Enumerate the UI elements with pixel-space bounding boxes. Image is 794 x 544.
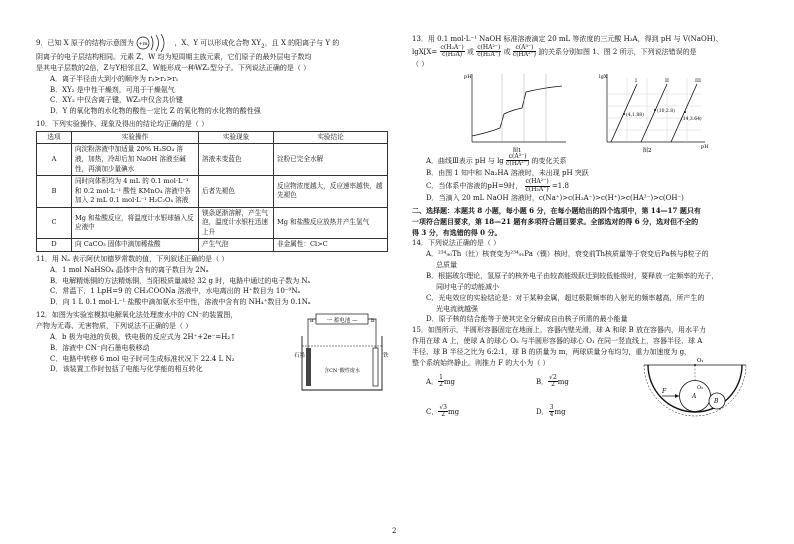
fracA-num: c(A³⁻)	[506, 154, 529, 162]
fig2-line-iii	[671, 84, 697, 142]
row-a-conclusion: 淀粉已完全水解	[274, 144, 388, 176]
row-b-phenomenon: 后者先褪色	[199, 176, 274, 208]
fig2-point-2: (10,2.8)	[657, 108, 675, 114]
q13-lgx-text: lgX[X=	[412, 47, 438, 56]
q15-c-frac	[438, 405, 448, 419]
frac1-num: c(H₂A⁻)	[440, 43, 464, 51]
q15-option-a[interactable]	[426, 375, 455, 389]
q10-table	[36, 131, 388, 252]
graphite-electrode-label: 石墨	[294, 353, 306, 360]
q15-a-label: A．	[426, 377, 439, 386]
q13-stem-line1: 13．用 0.1 mol·L⁻¹ NaOH 标准溶液滴定 20 mL 等浓度的三元酸 H₃A，得到 pH 与 V(NaOH)、	[412, 35, 723, 43]
q13-c-text: C．当体系中溶液的pH=9时，	[426, 182, 523, 190]
row-c-phenomenon: 镁条逐渐溶解，产生气泡，温度计水银柱迅速上升	[199, 207, 274, 239]
q15-b-num: √2	[549, 373, 557, 381]
center-o1-label: O₁	[697, 357, 704, 364]
q15-c-tail: mg	[448, 407, 460, 416]
fig2-line-i-label: I	[635, 77, 637, 84]
q15-d-den: 4	[549, 411, 554, 419]
q11-option-b[interactable]: B．电解精炼铜的方法精炼铜，当阳极质量减轻 32 g 时，电路中通过的电子数为 Nₐ	[50, 276, 311, 285]
frac3-den: c(HA²⁻)	[512, 51, 537, 59]
q15-option-d[interactable]	[536, 405, 566, 419]
q15-a-tail: mg	[443, 377, 456, 386]
q13-option-b[interactable]: B．由图 1 知中和 Na₂HA 溶液时，未出现 pH 突跃	[426, 169, 589, 178]
q9-sub: 2	[261, 43, 265, 50]
table-row[interactable]	[37, 176, 388, 208]
fig1-caption: 图1	[512, 147, 522, 154]
q15-d-label: D．	[536, 407, 549, 416]
q13-frac-1	[440, 45, 465, 59]
q13-or-2: 或	[503, 47, 511, 56]
fig2-line-ii-label: II	[665, 77, 669, 84]
titration-curve-figure-1	[462, 70, 572, 154]
q12-block	[36, 310, 388, 375]
q14-option-c-cont: 光电流就越强	[436, 304, 478, 313]
row-d-label: D	[37, 239, 72, 252]
q9-option-a[interactable]: A．离子半径由大到小的顺序为 r₃>r₂>r₁	[50, 74, 179, 83]
row-c-label: C	[37, 207, 72, 239]
row-c-conclusion: Mg 和盐酸反应放热并产生氢气	[274, 207, 388, 239]
frac2-den: c(H₂A⁻)	[477, 51, 501, 59]
q14-option-d[interactable]: D．原子核的结合能等于使其完全分解成自由核子所需的最小能量	[426, 315, 628, 324]
atom-nucleus-label: +m	[138, 41, 148, 47]
q15-a-num: 1	[439, 373, 443, 381]
q13-figures	[412, 70, 768, 154]
q12-option-c[interactable]: C．电路中转移 6 mol 电子时可生成标准状况下 22.4 L N₂	[50, 354, 235, 363]
q9-stem-line3: 是其电子层数的2倍，Z与Y相邻且Z、W能形成一种WZ₂型分子。下列说法正确的是（ ）	[36, 63, 311, 72]
section2-line1: 二、选择题：本题共 8 小题，每小题 6 分，在每小题给出的四个选项中，第 14—17 题只有	[412, 205, 701, 215]
q13-c-frac	[525, 179, 550, 193]
q13-c-tail: =1.8	[551, 182, 569, 190]
q9-option-d[interactable]: D．Y 的氧化物的水化物的酸性一定比 Z 的氧化物的水化物的酸性强	[50, 107, 261, 116]
terminal-b-label: b	[371, 318, 375, 325]
row-d-conclusion: 非金属性：Cl>C	[274, 239, 388, 252]
q12-option-d[interactable]: D．该装置工作时包括了电能与化学能的相互转化	[50, 365, 203, 374]
ball-b-label: B	[714, 397, 719, 405]
row-a-phenomenon: 溶液未变蓝色	[199, 144, 274, 176]
section2-line3: 得 3 分，有选错的得 0 分。	[412, 227, 502, 237]
q15-stem-line4: 整个系统始终静止。则推力 F 的大小为（ ）	[412, 358, 550, 367]
electrolysis-apparatus-diagram	[294, 312, 390, 394]
q13-relation-text: ]的关系分别如图 1、图 2 所示，下列说法错误的是	[538, 47, 697, 56]
force-f-label: F	[662, 387, 667, 395]
q12-option-a[interactable]: A．b 极为电池的负极，铁电极的反应式为 2H⁺+2e⁻=H₂↑	[50, 332, 237, 341]
q11-stem: 11．用 Nₐ 表示阿伏加德罗常数的值，下列叙述正确的是（ ）	[36, 254, 229, 263]
header-option: 选项	[37, 131, 72, 144]
q9-text-c: ，且 X 的阳离子与 Y 的	[264, 39, 340, 47]
frac3-num: c(A³⁻)	[513, 45, 536, 53]
q15-b-tail: mg	[557, 377, 569, 386]
q14-option-b-cont: 同时电子的动能减小	[436, 282, 499, 291]
row-a-operation: 向淀粉溶液中加适量 20% H₂SO₄ 溶液，加热，冷却后加 NaOH 溶液至碱性，再滴加少量碘水	[72, 144, 199, 176]
frac1-den: c(H₃A)	[442, 51, 463, 59]
q13-a-text: A．曲线Ⅲ表示 pH 与 lg	[426, 156, 504, 165]
q11-option-a[interactable]: A．1 mol NaHSO₄ 晶体中含有的离子数目为 2Nₐ	[50, 265, 209, 274]
fig2-x-axis-label: pH	[701, 143, 709, 150]
q15-stem-line3: 半径、球 B 半径之比为 6:2:1，球 B 的质量为 m，两球质量分布均匀，重力加速度为 g，	[412, 347, 692, 356]
q13-stem-line2	[412, 45, 768, 59]
header-operation: 实验操作	[72, 131, 199, 144]
q13-frac-3	[513, 45, 536, 59]
battery-label: 一 蓄电池 —	[326, 318, 358, 325]
table-row[interactable]	[37, 144, 388, 176]
hemisphere-balls-diagram	[640, 351, 750, 435]
q15-b-den: 2	[551, 381, 555, 389]
row-b-conclusion: 反应物浓度越大，反应速率越快，越先褪色	[274, 176, 388, 208]
q14-stem: 14．下列说法正确的是（ ）	[412, 239, 501, 248]
q12-option-b[interactable]: B．溶液中 CN⁻向石墨电极移动	[50, 343, 150, 352]
fig2-line-iii-label: III	[695, 77, 701, 84]
q9-text-a: 9．已知 X 原子的结构示意图为	[36, 39, 134, 47]
row-d-phenomenon: 产生气泡	[199, 239, 274, 252]
q11-option-d[interactable]: D．向 1 L 0.1 mol·L⁻¹ 盐酸中滴加氨水至中性，溶液中含有的 NH₄⁺数目为 0.1Nₐ	[50, 298, 311, 307]
q15-d-tail: mg	[554, 407, 566, 416]
fig2-y-axis-label: lgX	[599, 73, 608, 80]
atom-structure-diagram	[136, 34, 172, 52]
lgx-ph-figure-2	[597, 70, 712, 154]
fig1-y-axis-label: pH	[464, 73, 472, 80]
q14-option-c[interactable]: C．光电效应的实验结论是：对于某种金属，超过极限频率的入射光的频率越高，所产生的	[426, 293, 705, 302]
fig2-caption: 图2	[642, 147, 652, 154]
fig2-point-3: (14,3.64)	[681, 116, 702, 122]
q15-option-c[interactable]	[426, 405, 459, 419]
section2-line2: 一项符合题目要求，第 18—21 题有多项符合题目要求。全部选对的得 6 分，选对但不全的	[412, 216, 699, 226]
q15-b-label: B．	[536, 377, 549, 386]
q15-stem-line1: 15．如图所示，半圆形容器固定在地面上，容器内壁光滑，球 A 和球 B 放在容器内，用水平力	[412, 326, 707, 335]
frac2-num: c(HA²⁻)	[477, 43, 501, 51]
q15-a-den: 2	[439, 381, 443, 389]
fracC-num: c(HA²⁻)	[525, 177, 549, 185]
q10-stem: 10．下列实验操作、现象及得出的结论均正确的是（ ）	[36, 120, 209, 129]
table-row[interactable]	[37, 239, 388, 252]
iron-electrode-label: 铁	[383, 353, 389, 360]
q13-option-c[interactable]	[412, 179, 768, 193]
ball-a-label: A	[692, 392, 697, 400]
row-b-label: B	[37, 176, 72, 208]
terminal-a-label: a	[310, 318, 314, 325]
q15-option-b[interactable]	[536, 375, 569, 389]
q15-c-label: C．	[426, 407, 439, 416]
q15-stem-line2: 作用在球 A 上，使球 A 的球心 O₂ 与半圆形容器的球心 O₁ 在同一竖直线上，容器半径、球 A	[412, 337, 703, 346]
center-o2-label: O₂	[697, 384, 704, 391]
q9-option-b[interactable]: B．XY₂ 是中性干燥剂，可用于干燥氨气	[50, 85, 175, 94]
table-row[interactable]	[37, 207, 388, 239]
q12-stem-line1: 12．如图为实验室模拟电解氧化法处理废水中的 CN⁻的装置图，	[36, 311, 238, 320]
wastewater-label: 含CN⁻酸性废水	[324, 368, 360, 375]
fracA-den: c(HA²⁻)	[506, 160, 530, 168]
q12-stem-line2: 产物为无毒、无害物质，下列说法不正确的是（ ）	[36, 321, 193, 330]
row-a-label: A	[37, 144, 72, 176]
q11-option-c[interactable]: C．常温下，1 LpH=9 的 CH₃COONa 溶液中，水电离出的 H⁺数目为 10⁻⁹Nₐ	[50, 287, 301, 296]
right-column	[412, 34, 768, 435]
header-conclusion: 实验结论	[274, 131, 388, 144]
left-column	[36, 34, 388, 375]
q13-paren: （ ）	[412, 60, 429, 69]
q14-option-b[interactable]: B．根据玻尔理论，氢原子的核外电子由较高能级跃迁到较低能级时，要释放一定频率的光子，	[426, 272, 719, 280]
q9-stem-line1	[36, 34, 388, 52]
q15-b-frac	[548, 375, 558, 389]
row-c-operation: Mg 和盐酸反应，将温度计水银球插入反应液中	[72, 207, 199, 239]
row-d-operation: 向 CaCO₃ 固体中滴加稀盐酸	[72, 239, 199, 252]
fracC-den: c(H₂A⁻)	[525, 185, 549, 193]
q13-a-frac	[506, 154, 529, 168]
q9-text-b: ，X、Y 可以形成化合物 XY	[174, 39, 262, 47]
page-number: 2	[392, 527, 397, 535]
q13-option-d[interactable]: D．当滴入 20 mL NaOH 溶液时，c(Na⁺)>c(H₂A⁻)>c(H⁺)>c(HA²⁻)>c(OH⁻)	[426, 194, 684, 203]
q14-option-a[interactable]: A．²³⁴₉₀Th（钍）核衰变为²³⁴₉₁Pa（镤）核时，衰变前Th核质量等于衰变后Pa核与β粒子的	[426, 250, 709, 259]
row-b-operation: 同时向体积均为 4 mL 的 0.1 mol·L⁻¹ 和 0.2 mol·L⁻¹ 酸性 KMnO₄ 溶液中各加入 2 mL 0.1 mol·L⁻¹ H₂C₂O₄ 溶液	[72, 176, 199, 208]
fig2-point-1: (4,1.88)	[626, 112, 644, 118]
q9-stem-line2: 阴离子的电子层结构相同。元素 Z、W 均为短周期主族元素，它们原子的最外层电子数均	[36, 53, 312, 61]
q15-d-num: 3	[549, 403, 554, 411]
table-header-row	[37, 131, 388, 144]
q13-option-a[interactable]	[412, 154, 768, 168]
q15-c-den: 2	[441, 411, 446, 419]
q13-frac-2	[476, 45, 501, 59]
q14-option-a-cont: 总质量	[436, 261, 457, 270]
q13-or-1: 或	[466, 47, 474, 56]
q9-option-c[interactable]: C．XY₂ 中仅含离子键，WZ₂中仅含共价键	[50, 96, 183, 105]
q15-c-num: √3	[439, 403, 447, 411]
header-phenomenon: 实验现象	[199, 131, 274, 144]
q13-a-tail: 的变化关系	[531, 156, 567, 165]
